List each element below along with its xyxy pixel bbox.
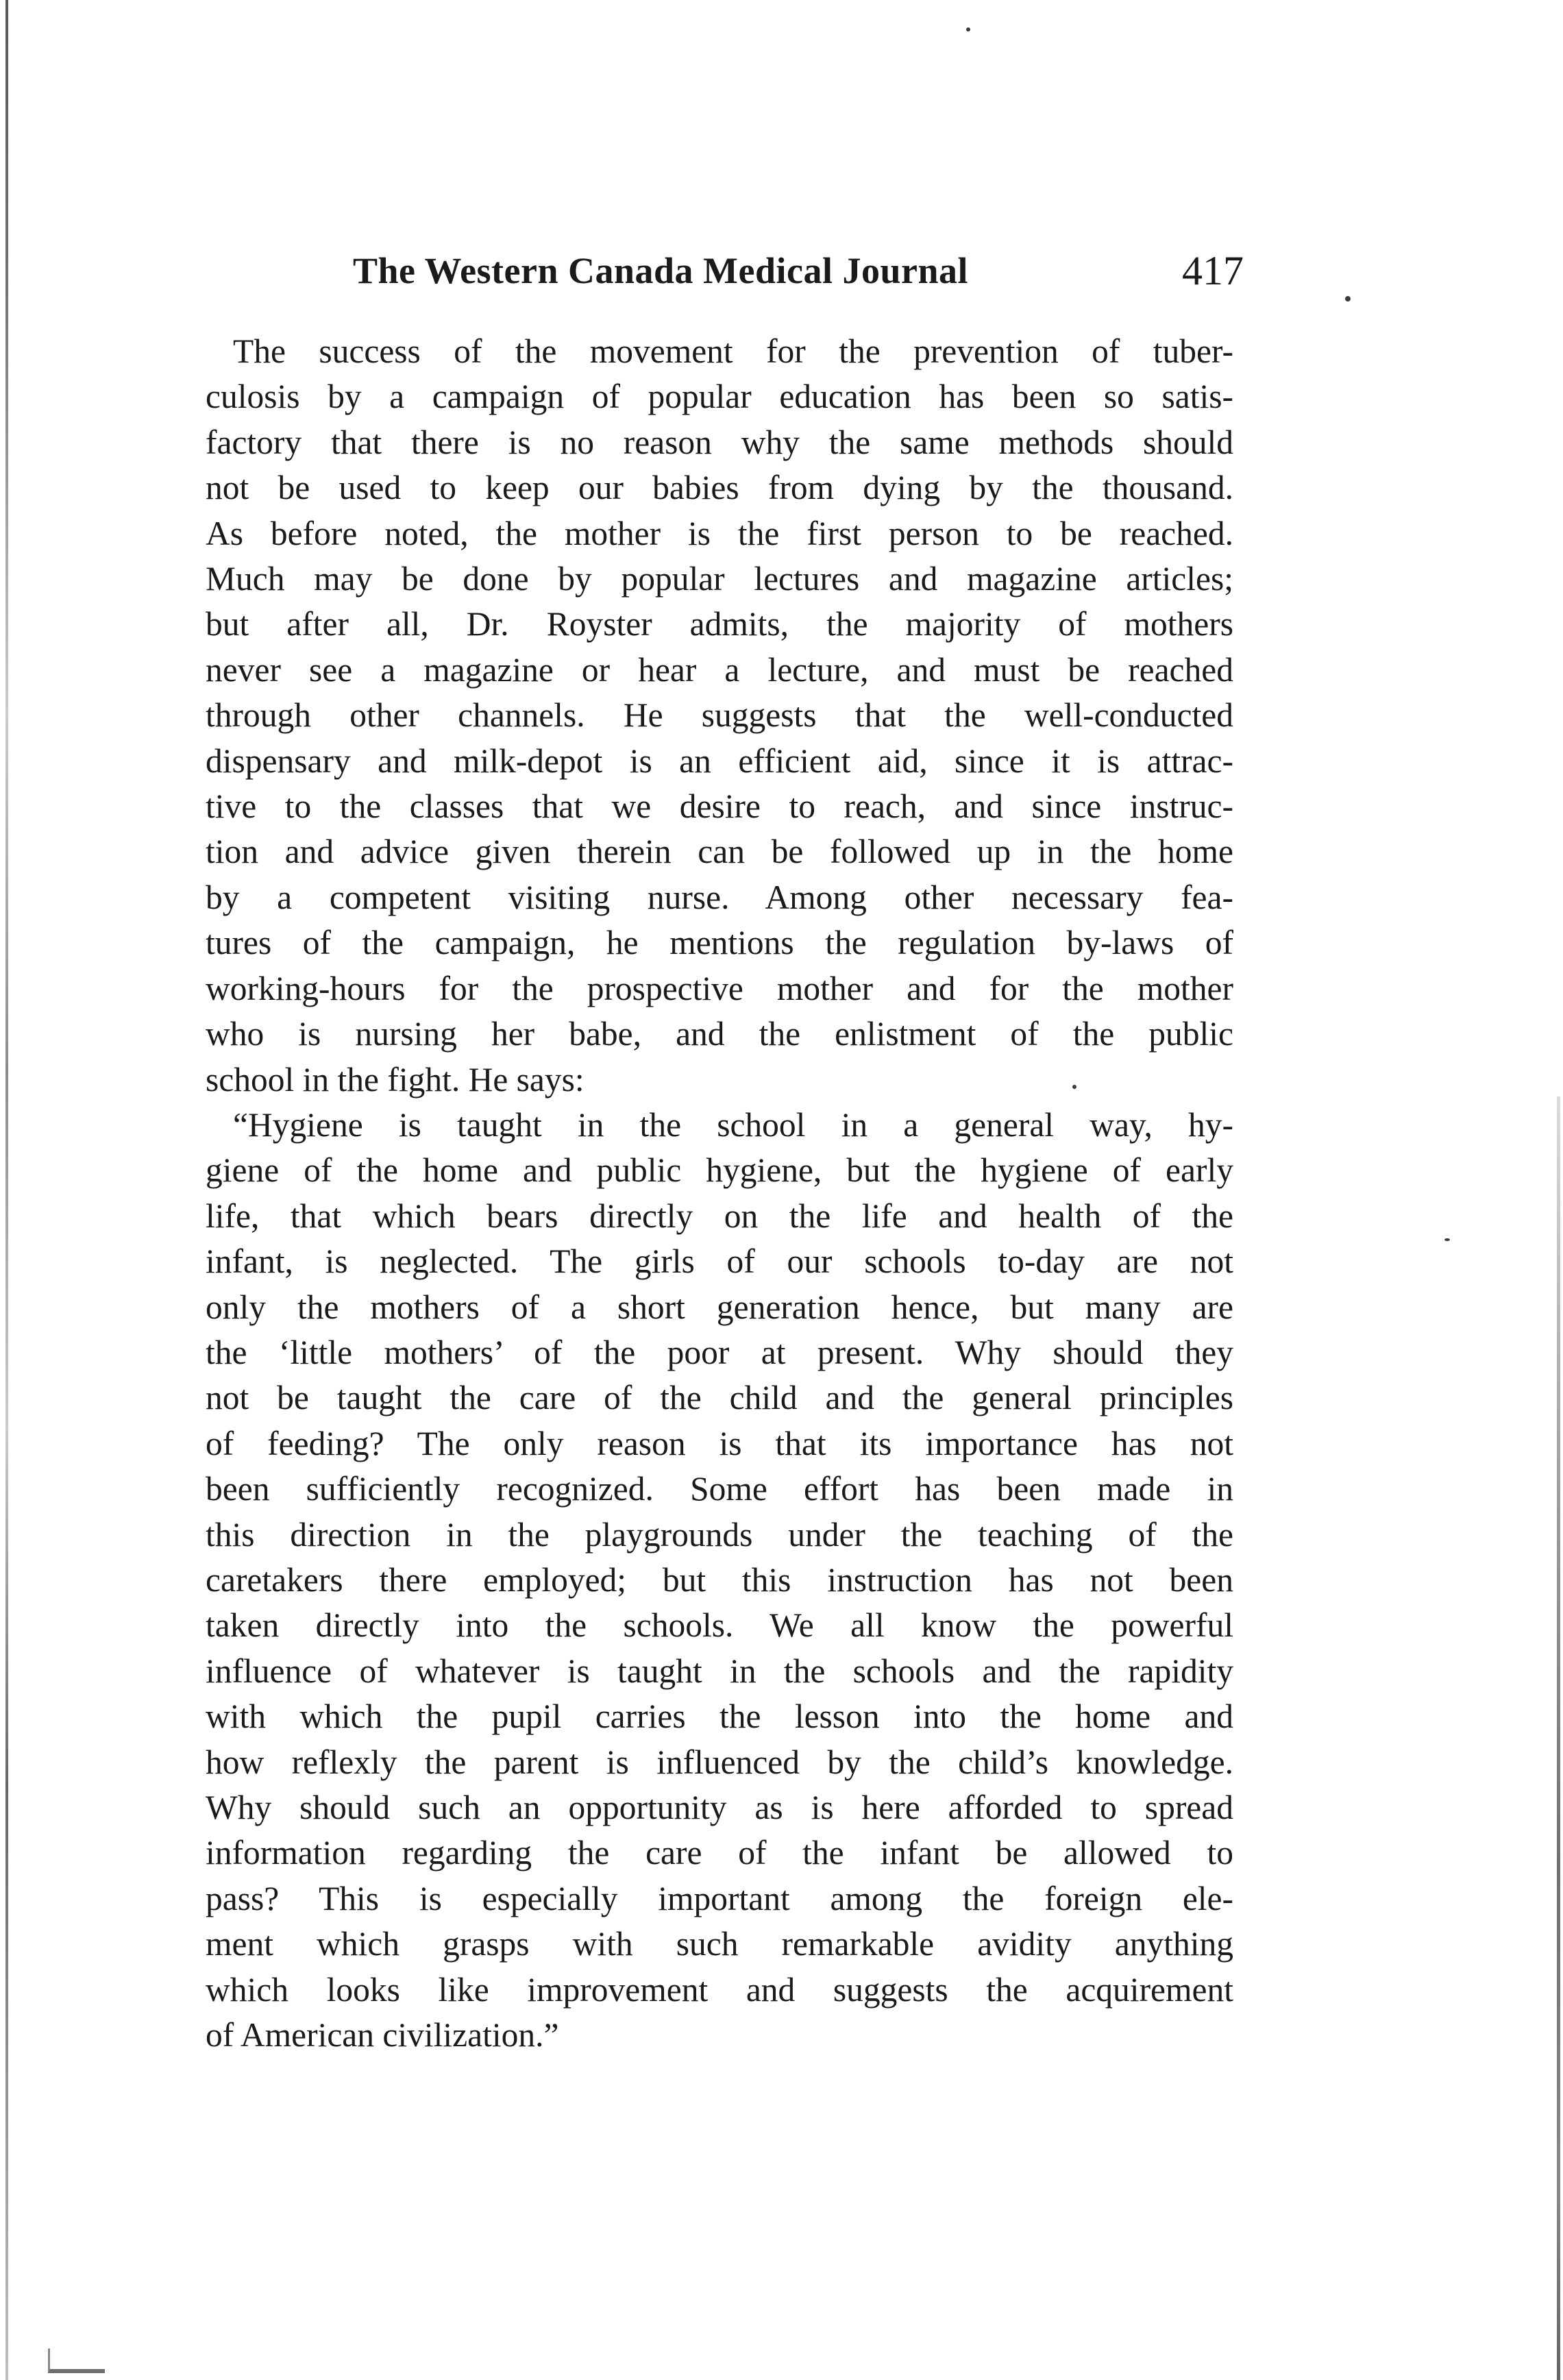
scan-speck (1444, 1238, 1450, 1241)
text-line: influence of whatever is taught in the schools and the rapidity (206, 1652, 1233, 1690)
text-line: The success of the movement for the prevention of tuber- (233, 332, 1233, 370)
text-line: never see a magazine or hear a lecture, and must be reached (206, 650, 1233, 689)
text-line: with which the pupil carries the lesson into the home and (206, 1697, 1233, 1736)
text-line: Why should such an opportunity as is here afforded to spread (206, 1789, 1233, 1826)
text-line: ment which grasps with such remarkable avidity anything (206, 1925, 1233, 1963)
text-line: caretakers there employed; but this instruction has not been (206, 1560, 1233, 1599)
text-line: taken directly into the schools. We all know the powerful (206, 1606, 1233, 1645)
text-line: through other channels. He suggests that the well-conducted (206, 696, 1233, 735)
article-body (206, 329, 1233, 2058)
text-line: tures of the campaign, he mentions the regulation by-laws of (206, 924, 1233, 962)
text-line: not be used to keep our babies from dying by the thousand. (206, 469, 1233, 507)
text-line: but after all, Dr. Royster admits, the majority of mothers (206, 605, 1233, 643)
text-line: working-hours for the prospective mother and for the mother (206, 969, 1233, 1007)
text-line: information regarding the care of the infant be allowed to (206, 1834, 1233, 1872)
text-line: infant, is neglected. The girls of our schools to-day are not (206, 1242, 1233, 1281)
text-line: pass? This is especially important among the foreign ele- (206, 1879, 1233, 1917)
text-line: who is nursing her babe, and the enlistment of the public (206, 1015, 1233, 1053)
text-line: “Hygiene is taught in the school in a general way, hy- (233, 1105, 1233, 1144)
text-line: only the mothers of a short generation hence, but many are (206, 1288, 1233, 1326)
text-line: of American civilization.” (206, 2016, 559, 2054)
scan-speck (966, 27, 970, 32)
text-line: factory that there is no reason why the same methods should (206, 423, 1233, 461)
text-line: As before noted, the mother is the first person to be reached. (206, 514, 1233, 552)
text-line: of feeding? The only reason is that its importance has not (206, 1424, 1233, 1462)
journal-title: The Western Canada Medical Journal (353, 250, 969, 291)
text-line: dispensary and milk-depot is an efficient aid, since it is attrac- (206, 741, 1233, 780)
scan-edge-left (5, 0, 8, 2380)
text-line: school in the fight. He says: (206, 1060, 584, 1099)
text-line: tive to the classes that we desire to reach, and since instruc- (206, 787, 1233, 826)
scan-speck (1345, 296, 1351, 302)
text-line: the ‘little mothers’ of the poor at present. Why should they (206, 1333, 1233, 1371)
text-line: this direction in the playgrounds under the teaching of the (206, 1515, 1233, 1554)
page-number: 417 (1182, 248, 1244, 293)
paragraph-1 (206, 329, 1233, 1103)
text-line: Much may be done by popular lectures and magazine articles; (206, 560, 1233, 598)
scan-corner-mark (48, 2348, 105, 2373)
text-line: culosis by a campaign of popular education has been so satis- (206, 378, 1233, 416)
running-head (353, 243, 1244, 305)
text-line: how reflexly the parent is influenced by the child’s knowledge. (206, 1743, 1233, 1781)
text-line: been sufficiently recognized. Some effort has been made in (206, 1470, 1233, 1508)
text-line: which looks like improvement and suggests the acquirement (206, 1970, 1233, 2009)
text-line: by a competent visiting nurse. Among other necessary fea- (206, 878, 1233, 916)
text-line: giene of the home and public hygiene, but the hygiene of early (206, 1151, 1233, 1190)
text-line: not be taught the care of the child and the general principles (206, 1379, 1233, 1417)
scan-edge-right (1557, 1096, 1560, 2380)
text-line: life, that which bears directly on the life and health of the (206, 1197, 1233, 1235)
paragraph-2 (206, 1103, 1233, 2059)
text-line: tion and advice given therein can be followed up in the home (206, 833, 1233, 871)
